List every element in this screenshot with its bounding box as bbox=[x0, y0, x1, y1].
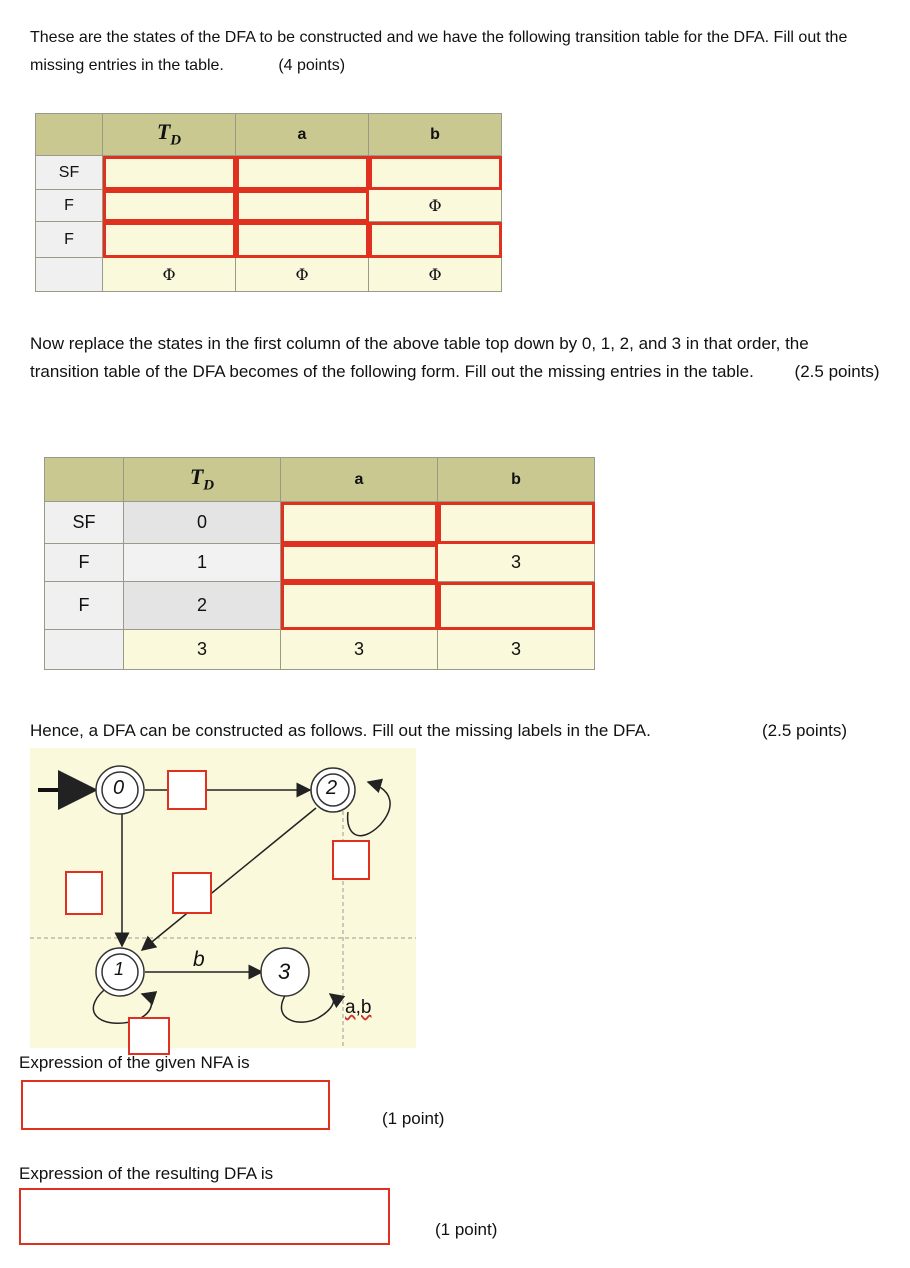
section1-points: (4 points) bbox=[278, 57, 346, 74]
t2-row1-b: 3 bbox=[438, 544, 595, 582]
label-input-loop-1[interactable] bbox=[128, 1017, 170, 1055]
nfa-expression-input[interactable] bbox=[21, 1080, 330, 1130]
t1-row0-state: SF bbox=[36, 156, 103, 190]
t1-row3-td: Φ bbox=[103, 258, 236, 292]
section1-text: These are the states of the DFA to be constructed and we have the following transition table for the DFA. Fill out the missing entries in the table. bbox=[30, 29, 848, 74]
edge-1-3-label: b bbox=[193, 948, 205, 971]
t1-row1-b: Φ bbox=[369, 190, 502, 222]
nfa-expression-points: (1 point) bbox=[382, 1109, 445, 1128]
label-input-0-2[interactable] bbox=[167, 770, 207, 810]
state-1-label: 1 bbox=[114, 959, 125, 979]
t2-row3-a: 3 bbox=[281, 630, 438, 670]
t2-row0-state: SF bbox=[45, 502, 124, 544]
dfa-expression-input[interactable] bbox=[19, 1188, 390, 1245]
nfa-expression-label: Expression of the given NFA is bbox=[19, 1053, 250, 1072]
section2-points: (2.5 points) bbox=[794, 362, 880, 381]
edge-2-1 bbox=[142, 808, 316, 950]
t2-row0-td: 0 bbox=[124, 502, 281, 544]
t2-row1-td: 1 bbox=[124, 544, 281, 582]
t1-row2-state: F bbox=[36, 222, 103, 258]
t2-row3-b: 3 bbox=[438, 630, 595, 670]
t2-header-td: $T_D$ bbox=[124, 458, 281, 502]
t2-row1-state: F bbox=[45, 544, 124, 582]
section3-text: Hence, a DFA can be constructed as follows. Fill out the missing labels in the DFA. bbox=[30, 721, 651, 740]
loop-3-label: a,b bbox=[345, 997, 372, 1018]
label-input-0-1[interactable] bbox=[65, 871, 103, 915]
t1-row3-b: Φ bbox=[369, 258, 502, 292]
section3-points: (2.5 points) bbox=[762, 721, 848, 740]
label-input-loop-2[interactable] bbox=[332, 840, 370, 880]
t2-row2-state: F bbox=[45, 582, 124, 630]
dfa-expression-label: Expression of the resulting DFA is bbox=[19, 1164, 274, 1183]
t2-row2-td: 2 bbox=[124, 582, 281, 630]
t2-header-b: b bbox=[438, 458, 595, 502]
dfa-expression-points: (1 point) bbox=[435, 1220, 498, 1239]
t2-row3-td: 3 bbox=[124, 630, 281, 670]
t1-header-b: b bbox=[369, 114, 502, 156]
section2-text: Now replace the states in the first column of the above table top down by 0, 1, 2, and 3 in that order, the transition table of the DFA becomes of the following form. Fill out the missing entries in the table. bbox=[30, 334, 809, 381]
loop-3 bbox=[281, 994, 333, 1022]
state-0-label: 0 bbox=[113, 777, 125, 799]
t1-header-td: $T_D$ bbox=[103, 114, 236, 156]
state-3-label: 3 bbox=[278, 959, 291, 984]
t1-row3-a: Φ bbox=[236, 258, 369, 292]
t1-row1-state: F bbox=[36, 190, 103, 222]
t2-header-a: a bbox=[281, 458, 438, 502]
label-input-2-1[interactable] bbox=[172, 872, 212, 914]
state-2-label: 2 bbox=[326, 777, 338, 799]
t1-header-a: a bbox=[236, 114, 369, 156]
